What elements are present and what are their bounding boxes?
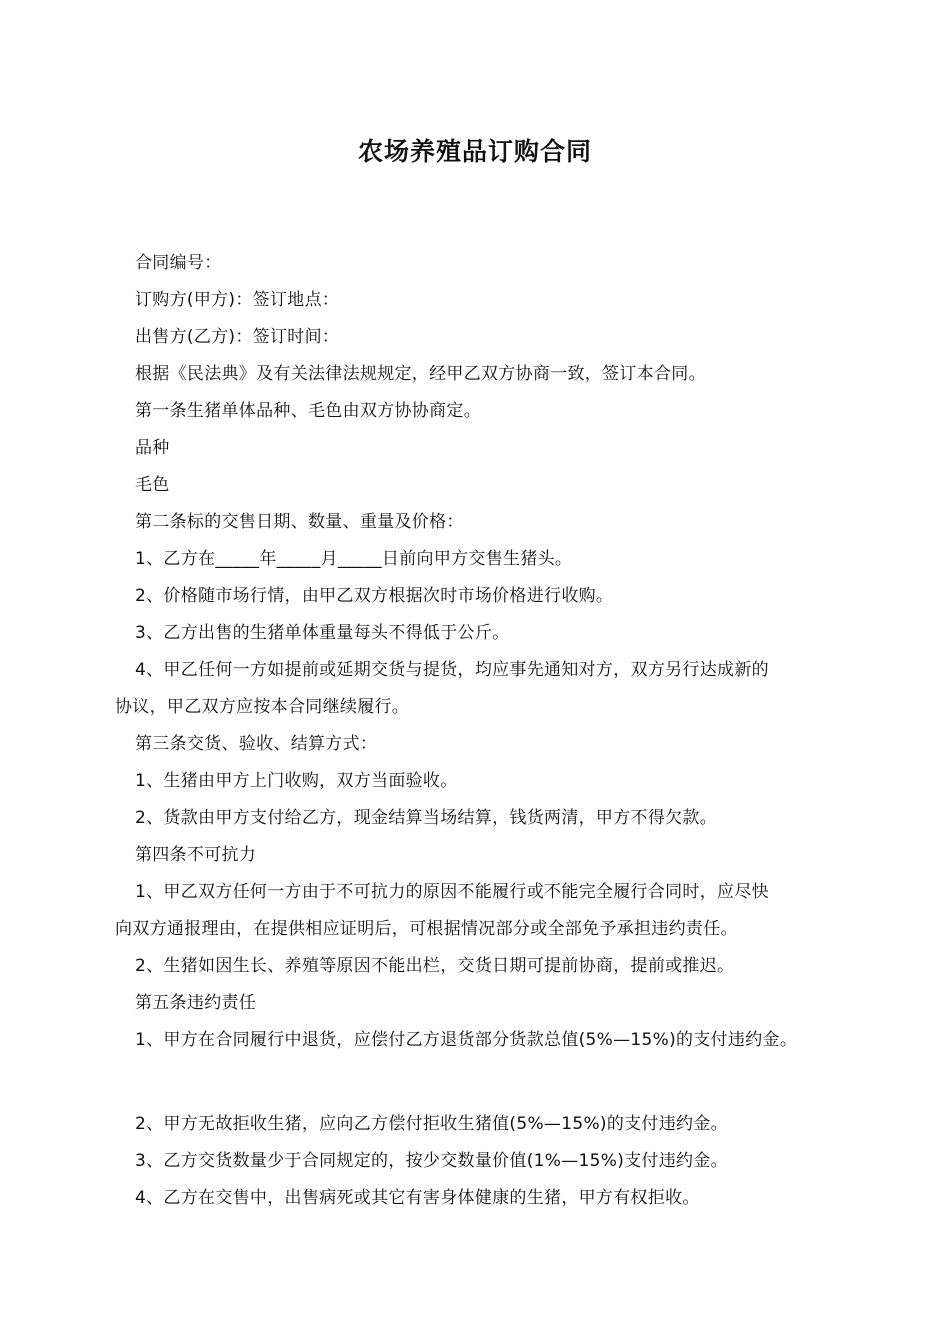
contract-body [115,245,850,1217]
article-4-item-1-cont: 向双方通报理由，在提供相应证明后，可根据情况部分或全部免予承担违约责任。 [115,919,738,939]
article-3-item-1: 1、生猪由甲方上门收购，双方当面验收。 [135,771,458,791]
article-4-heading: 第四条不可抗力 [135,845,257,865]
article-4-item-2: 2、生猪如因生长、养殖等原因不能出栏，交货日期可提前协商，提前或推迟。 [135,956,735,976]
article-3-item-2: 2、货款由甲方支付给乙方，现金结算当场结算，钱货两清，甲方不得欠款。 [135,808,718,828]
article-5-item-3: 3、乙方交货数量少于合同规定的，按少交数量价值(1%—15%)支付违约金。 [135,1151,728,1171]
article-4-item-1: 1、甲乙双方任何一方由于不可抗力的原因不能履行或不能完全履行合同时，应尽快 [135,882,769,902]
coat-color-line: 毛色 [135,475,170,495]
buyer-line: 订购方(甲方)：签订地点： [135,290,340,310]
article-2-item-1: 1、乙方在_____年_____月_____日前向甲方交售生猪头。 [135,549,573,569]
article-2-heading: 第二条标的交售日期、数量、重量及价格： [135,512,464,532]
article-2-item-4-cont: 协议，甲乙双方应按本合同继续履行。 [115,697,410,717]
article-2-item-4: 4、甲乙任何一方如提前或延期交货与提货，均应事先通知对方，双方另行达成新的 [135,660,769,680]
article-5-item-2: 2、甲方无故拒收生猪，应向乙方偿付拒收生猪值(5%—15%)的支付违约金。 [135,1114,728,1134]
preamble-line: 根据《民法典》及有关法律法规规定，经甲乙双方协商一致，签订本合同。 [135,364,706,384]
seller-line: 出售方(乙方)：签订时间： [135,327,340,347]
article-5-item-4: 4、乙方在交售中，出售病死或其它有害身体健康的生猪，甲方有权拒收。 [135,1188,700,1208]
article-5-heading: 第五条违约责任 [135,993,257,1013]
article-2-item-3: 3、乙方出售的生猪单体重量每头不得低于公斤。 [135,623,510,643]
contract-number-line: 合同编号： [135,253,222,273]
article-5-item-1: 1、甲方在合同履行中退货，应偿付乙方退货部分货款总值(5%—15%)的支付违约金。 [135,1030,798,1050]
article-2-item-2: 2、价格随市场行情，由甲乙双方根据次时市场价格进行收购。 [135,586,614,606]
variety-line: 品种 [135,438,170,458]
document-title: 农场养殖品订购合同 [357,137,592,166]
article-1-heading: 第一条生猪单体品种、毛色由双方协协商定。 [135,401,481,421]
paragraph-gap [115,1059,850,1106]
article-3-heading: 第三条交货、验收、结算方式： [135,734,378,754]
